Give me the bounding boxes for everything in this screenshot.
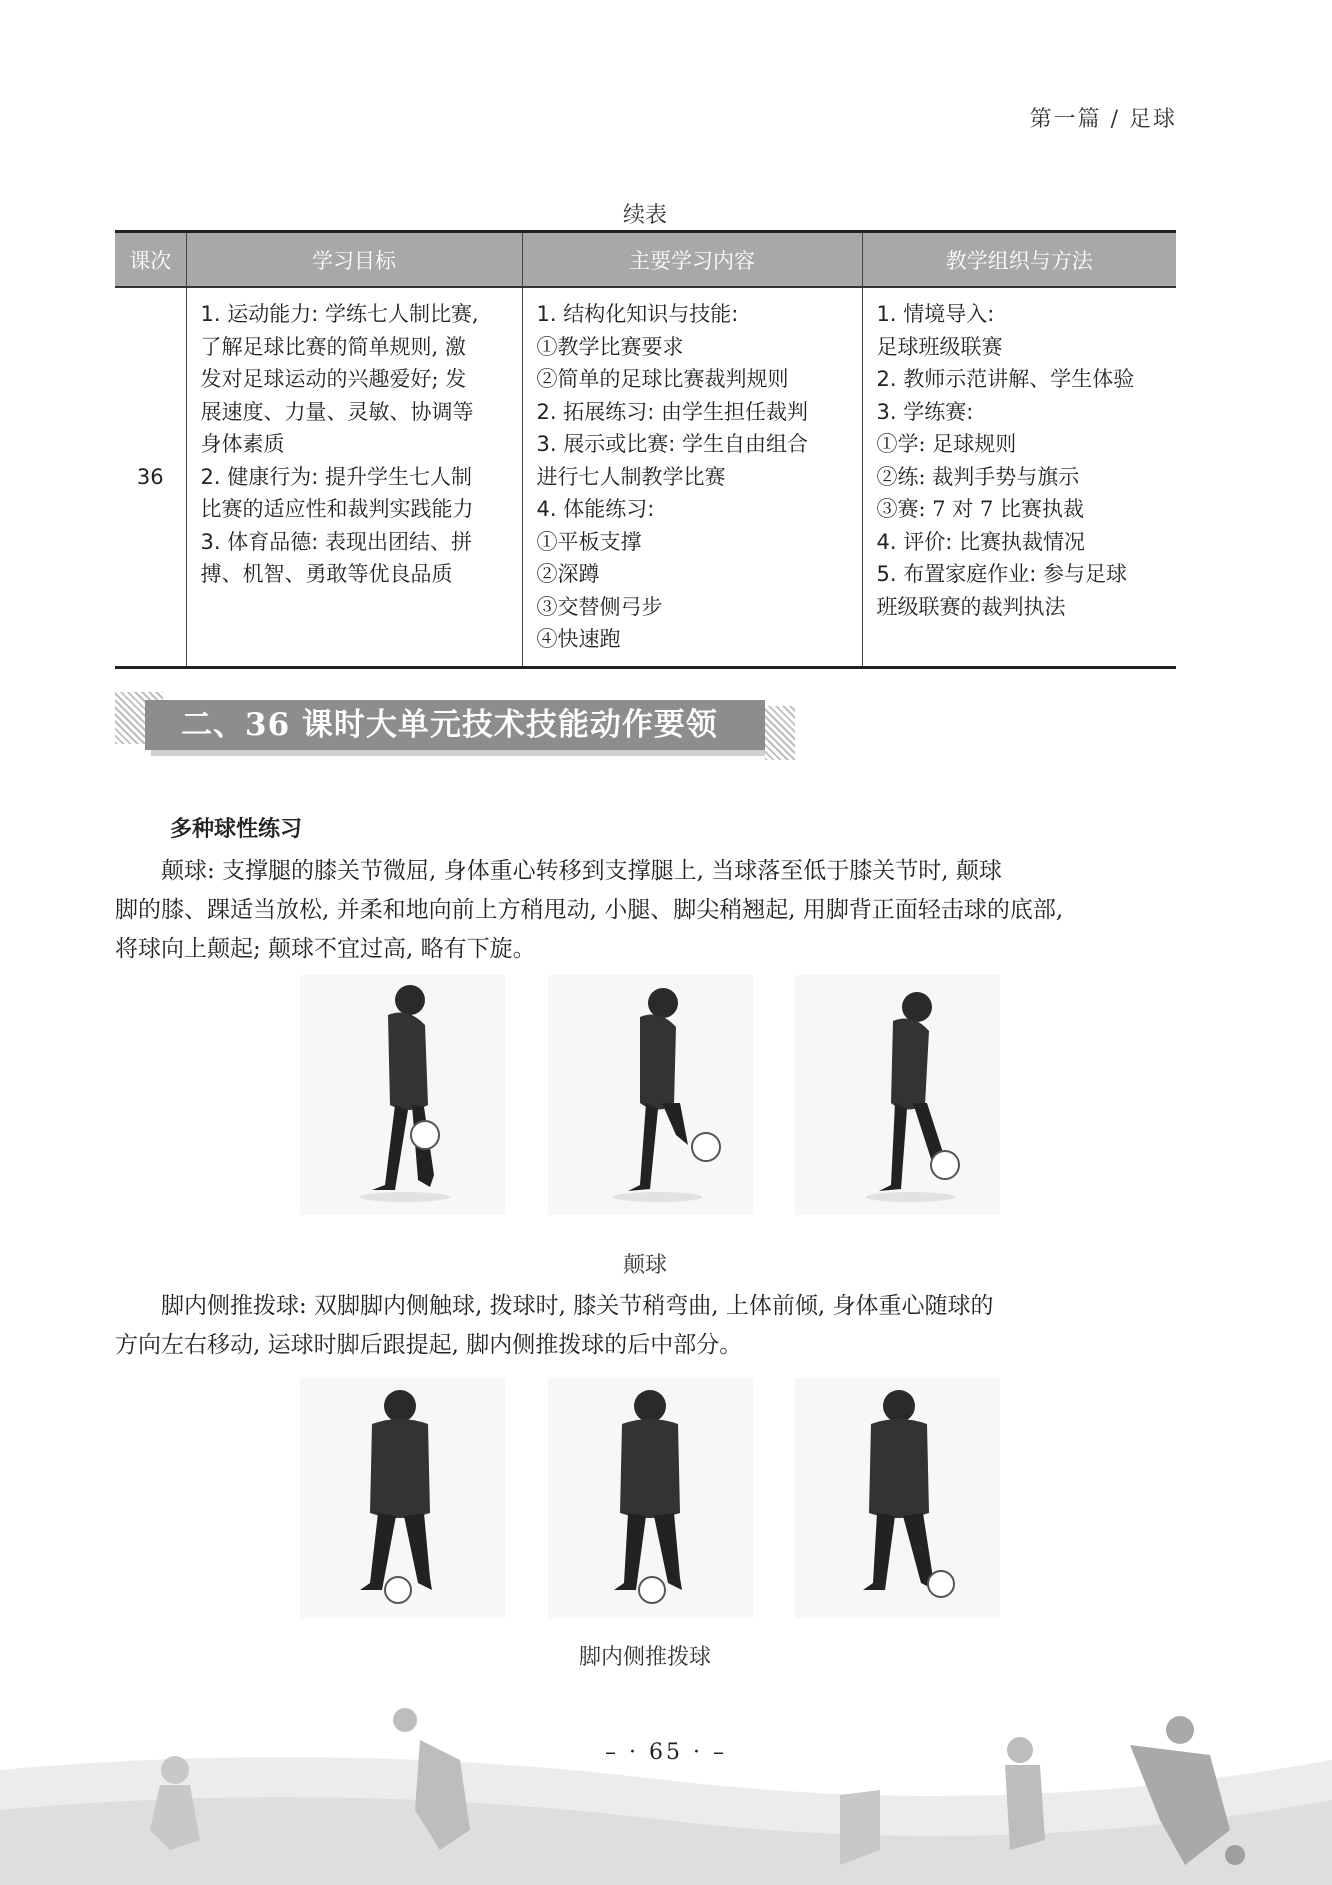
cell-keyword: 1. 运动能力: [200, 302, 319, 326]
cell-line [201, 298, 510, 331]
running-header: 第一篇 / 足球 [1029, 107, 1177, 132]
column-header: 教学组织与方法 [862, 232, 1176, 288]
cell-text: 学生自由组合 [675, 432, 808, 456]
goals-cell [186, 287, 522, 667]
cell-text: ②练: 裁判手势与旗示 [876, 464, 1080, 489]
cell-text: ③赛: 7 对 7 比赛执裁 [876, 497, 1084, 521]
push-photo-1 [300, 1378, 505, 1618]
cell-text: ③交替侧弓步 [536, 594, 663, 619]
cell-text: ①教学比赛要求 [536, 334, 684, 359]
cell-text: 比赛的适应性和裁判实践能力 [200, 497, 474, 521]
cell-line [877, 461, 1165, 494]
cell-line [877, 331, 1165, 364]
cell-text: ②简单的足球比赛裁判规则 [536, 367, 789, 391]
cell-keyword: 1. 结构化知识与技能: [536, 302, 739, 326]
push-paragraph [115, 1287, 1177, 1365]
cell-text: ②深蹲 [536, 562, 600, 586]
footer-decoration [0, 1700, 1332, 1885]
cell-line [877, 526, 1165, 559]
juggling-photo-3 [795, 975, 1000, 1215]
paragraph-line: 颠球: 支撑腿的膝关节微屈, 身体重心转移到支撑腿上, 当球落至低于膝关节时, 颠球 [161, 858, 1002, 884]
column-header: 主要学习内容 [522, 232, 862, 288]
cell-text: 提升学生七人制 [318, 464, 472, 489]
cell-text: 展速度、力量、灵敏、协调等 [200, 399, 474, 424]
cell-text: 身体素质 [200, 432, 285, 456]
subsection-title: 多种球性练习 [170, 817, 303, 842]
cell-line [877, 558, 1165, 591]
column-header: 课次 [115, 232, 186, 288]
cell-line [537, 363, 850, 396]
column-header: 学习目标 [186, 232, 522, 288]
cell-keyword: 2. 教师示范讲解、学生体验 [876, 367, 1135, 391]
cell-line [537, 428, 850, 461]
cell-text: 表现出团结、拼 [318, 529, 472, 554]
juggling-caption: 颠球 [622, 1253, 667, 1278]
cell-line [877, 396, 1165, 429]
cell-text: 由学生担任裁判 [654, 399, 808, 424]
juggling-photo-strip [300, 975, 1000, 1215]
cell-text: 足球班级联赛 [876, 334, 1003, 359]
page-number: – · 65 · – [605, 1740, 727, 1765]
cell-text: ①学: 足球规则 [876, 432, 1017, 456]
cell-line [201, 396, 510, 429]
cell-text: 学练七人制比赛, [318, 302, 479, 326]
lesson-number-cell: 36 [115, 287, 186, 667]
cell-line [537, 558, 850, 591]
cell-text: ④快速跑 [536, 627, 621, 651]
cell-text: 进行七人制教学比赛 [536, 464, 726, 489]
juggling-paragraph [115, 852, 1177, 969]
cell-line [201, 558, 510, 591]
table-header-row [115, 232, 1176, 288]
cell-keyword: 2. 拓展练习: [536, 399, 655, 424]
paragraph-line: 脚的膝、踝适当放松, 并柔和地向前上方稍甩动, 小腿、脚尖稍翘起, 用脚背正面轻击球的底部, [115, 897, 1064, 923]
cell-text: 比赛执裁情况 [952, 529, 1085, 554]
cell-line [877, 493, 1165, 526]
cell-line [877, 591, 1165, 624]
cell-line [537, 623, 850, 656]
cell-line [201, 493, 510, 526]
cell-keyword: 3. 展示或比赛: [536, 432, 676, 456]
content-cell [522, 287, 862, 667]
paragraph-line: 脚内侧推拨球: 双脚脚内侧触球, 拨球时, 膝关节稍弯曲, 上体前倾, 身体重心随球的 [161, 1293, 994, 1319]
cell-line [537, 331, 850, 364]
cell-line [201, 428, 510, 461]
cell-text: 发对足球运动的兴趣爱好; 发 [200, 367, 467, 391]
cell-line [537, 493, 850, 526]
cell-line [537, 591, 850, 624]
push-caption: 脚内侧推拨球 [578, 1645, 711, 1670]
cell-line [201, 526, 510, 559]
paragraph-line: 方向左右移动, 运球时脚后跟提起, 脚内侧推拨球的后中部分。 [115, 1332, 743, 1358]
paragraph-line: 将球向上颠起; 颠球不宜过高, 略有下旋。 [115, 936, 536, 962]
cell-line [877, 363, 1165, 396]
table-row [115, 287, 1176, 667]
cell-line [537, 298, 850, 331]
cell-keyword: 3. 学练赛: [876, 399, 974, 424]
cell-keyword: 5. 布置家庭作业: [876, 562, 1037, 586]
cell-keyword: 1. 情境导入: [876, 302, 995, 326]
cell-line [537, 396, 850, 429]
table-caption: 续表 [622, 203, 667, 228]
cell-keyword: 4. 体能练习: [536, 497, 655, 521]
cell-keyword: 2. 健康行为: [200, 464, 319, 489]
push-photo-strip [300, 1378, 1000, 1618]
cell-line [877, 298, 1165, 331]
juggling-photo-2 [548, 975, 753, 1215]
section-title: 二、36 课时大单元技术技能动作要领 [181, 707, 718, 743]
cell-line [201, 363, 510, 396]
cell-line [877, 428, 1165, 461]
cell-text: 搏、机智、勇敢等优良品质 [200, 562, 453, 586]
section-banner [115, 692, 800, 762]
cell-line [201, 331, 510, 364]
banner-hatch-decoration [765, 706, 795, 760]
cell-keyword: 4. 评价: [876, 529, 953, 554]
cell-text: ①平板支撑 [536, 529, 642, 554]
push-photo-3 [795, 1378, 1000, 1618]
lesson-plan-table [115, 230, 1176, 669]
cell-keyword: 3. 体育品德: [200, 529, 319, 554]
cell-line [201, 461, 510, 494]
cell-text: 参与足球 [1036, 562, 1127, 586]
cell-line [537, 461, 850, 494]
cell-line [537, 526, 850, 559]
juggling-photo-1 [300, 975, 505, 1215]
push-photo-2 [548, 1378, 753, 1618]
cell-text: 班级联赛的裁判执法 [876, 594, 1066, 619]
methods-cell [862, 287, 1176, 667]
cell-text: 了解足球比赛的简单规则, 激 [200, 334, 466, 359]
